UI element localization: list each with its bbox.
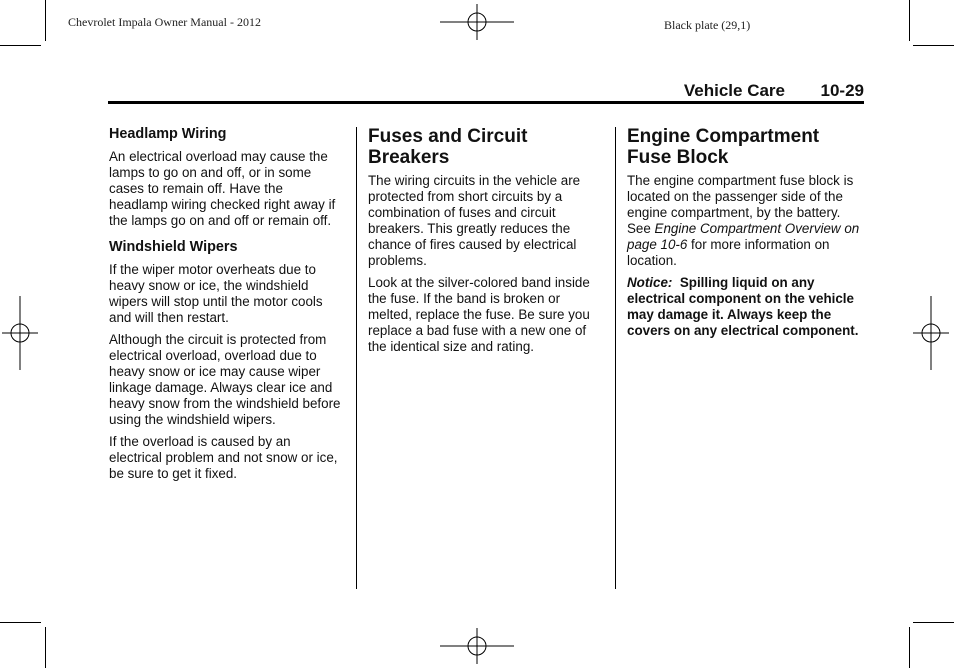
column-divider-2 (615, 127, 616, 589)
plate-label: Black plate (29,1) (664, 18, 751, 32)
wiper-overheat-text: If the wiper motor overheats due to heavy snow or ice, the windshield wipers will stop until the motor cools and will then restart. (109, 262, 323, 325)
engine-fuse-block-text (627, 173, 863, 269)
column-left (109, 126, 345, 488)
crop-mark-bottom-right-vertical (909, 627, 910, 668)
crop-mark-top-right-vertical (909, 0, 910, 41)
registration-mark-right-icon (913, 296, 949, 370)
notice-label: Notice: (627, 275, 673, 290)
document-title: Chevrolet Impala Owner Manual - 2012 (68, 15, 261, 29)
fuses-inspection-text: Look at the silver-colored band inside the fuse. If the band is broken or melted, replace the fuse. Be sure you replace a bad fuse with a new one of the identical size and rating. (368, 275, 590, 354)
registration-mark-top-icon (440, 4, 514, 40)
fuses-circuit-breakers-title: Fuses and Circuit Breakers (368, 126, 528, 168)
wiper-linkage-text: Although the circuit is protected from electrical overload, overload due to heavy snow or ice may cause wiper linkage damage. Always clear ice and heavy snow from the windshield before using the windshield wipers. (109, 332, 341, 427)
section-title: Vehicle Care (683, 81, 785, 100)
fuse-block-text-start: The engine compartment fuse block is located on the passenger side of the engine compartment, by the battery. See (627, 173, 854, 236)
crop-mark-bottom-left-horizontal (0, 622, 41, 623)
headlamp-wiring-heading: Headlamp Wiring (109, 126, 227, 142)
engine-fuse-block-title: Engine Compartment Fuse Block (627, 126, 820, 168)
page-number: 10-29 (820, 81, 864, 100)
crop-mark-bottom-right-horizontal (913, 622, 954, 623)
column-right (627, 126, 863, 345)
notice-text: Spilling liquid on any electrical component on the vehicle may damage it. Always keep the covers on any electrical component. (627, 275, 859, 338)
crop-mark-top-left-horizontal (0, 45, 41, 46)
wiper-overload-text: If the overload is caused by an electrical problem and not snow or ice, be sure to get it fixed. (109, 434, 338, 481)
column-middle (368, 126, 604, 361)
column-divider-1 (356, 127, 357, 589)
notice-block (627, 275, 863, 339)
fuses-intro-text: The wiring circuits in the vehicle are protected from short circuits by a combination of fuses and circuit breakers. This greatly reduces the chance of fires caused by electrical problems. (368, 173, 581, 268)
fuse-block-text-end: for more information on location. (627, 237, 830, 268)
registration-mark-left-icon (2, 296, 38, 370)
crop-mark-top-left-vertical (45, 0, 46, 41)
header-rule (108, 101, 864, 104)
engine-overview-reference-link[interactable]: Engine Compartment Overview on page 10-6 (627, 221, 860, 252)
crop-mark-bottom-left-vertical (45, 627, 46, 668)
registration-mark-bottom-icon (440, 628, 514, 664)
windshield-wipers-heading: Windshield Wipers (109, 239, 238, 255)
crop-mark-top-right-horizontal (913, 45, 954, 46)
headlamp-wiring-text: An electrical overload may cause the lamps to go on and off, or in some cases to remain off. Have the headlamp wiring checked right away if the lamps go on and off or remain off. (109, 149, 336, 228)
